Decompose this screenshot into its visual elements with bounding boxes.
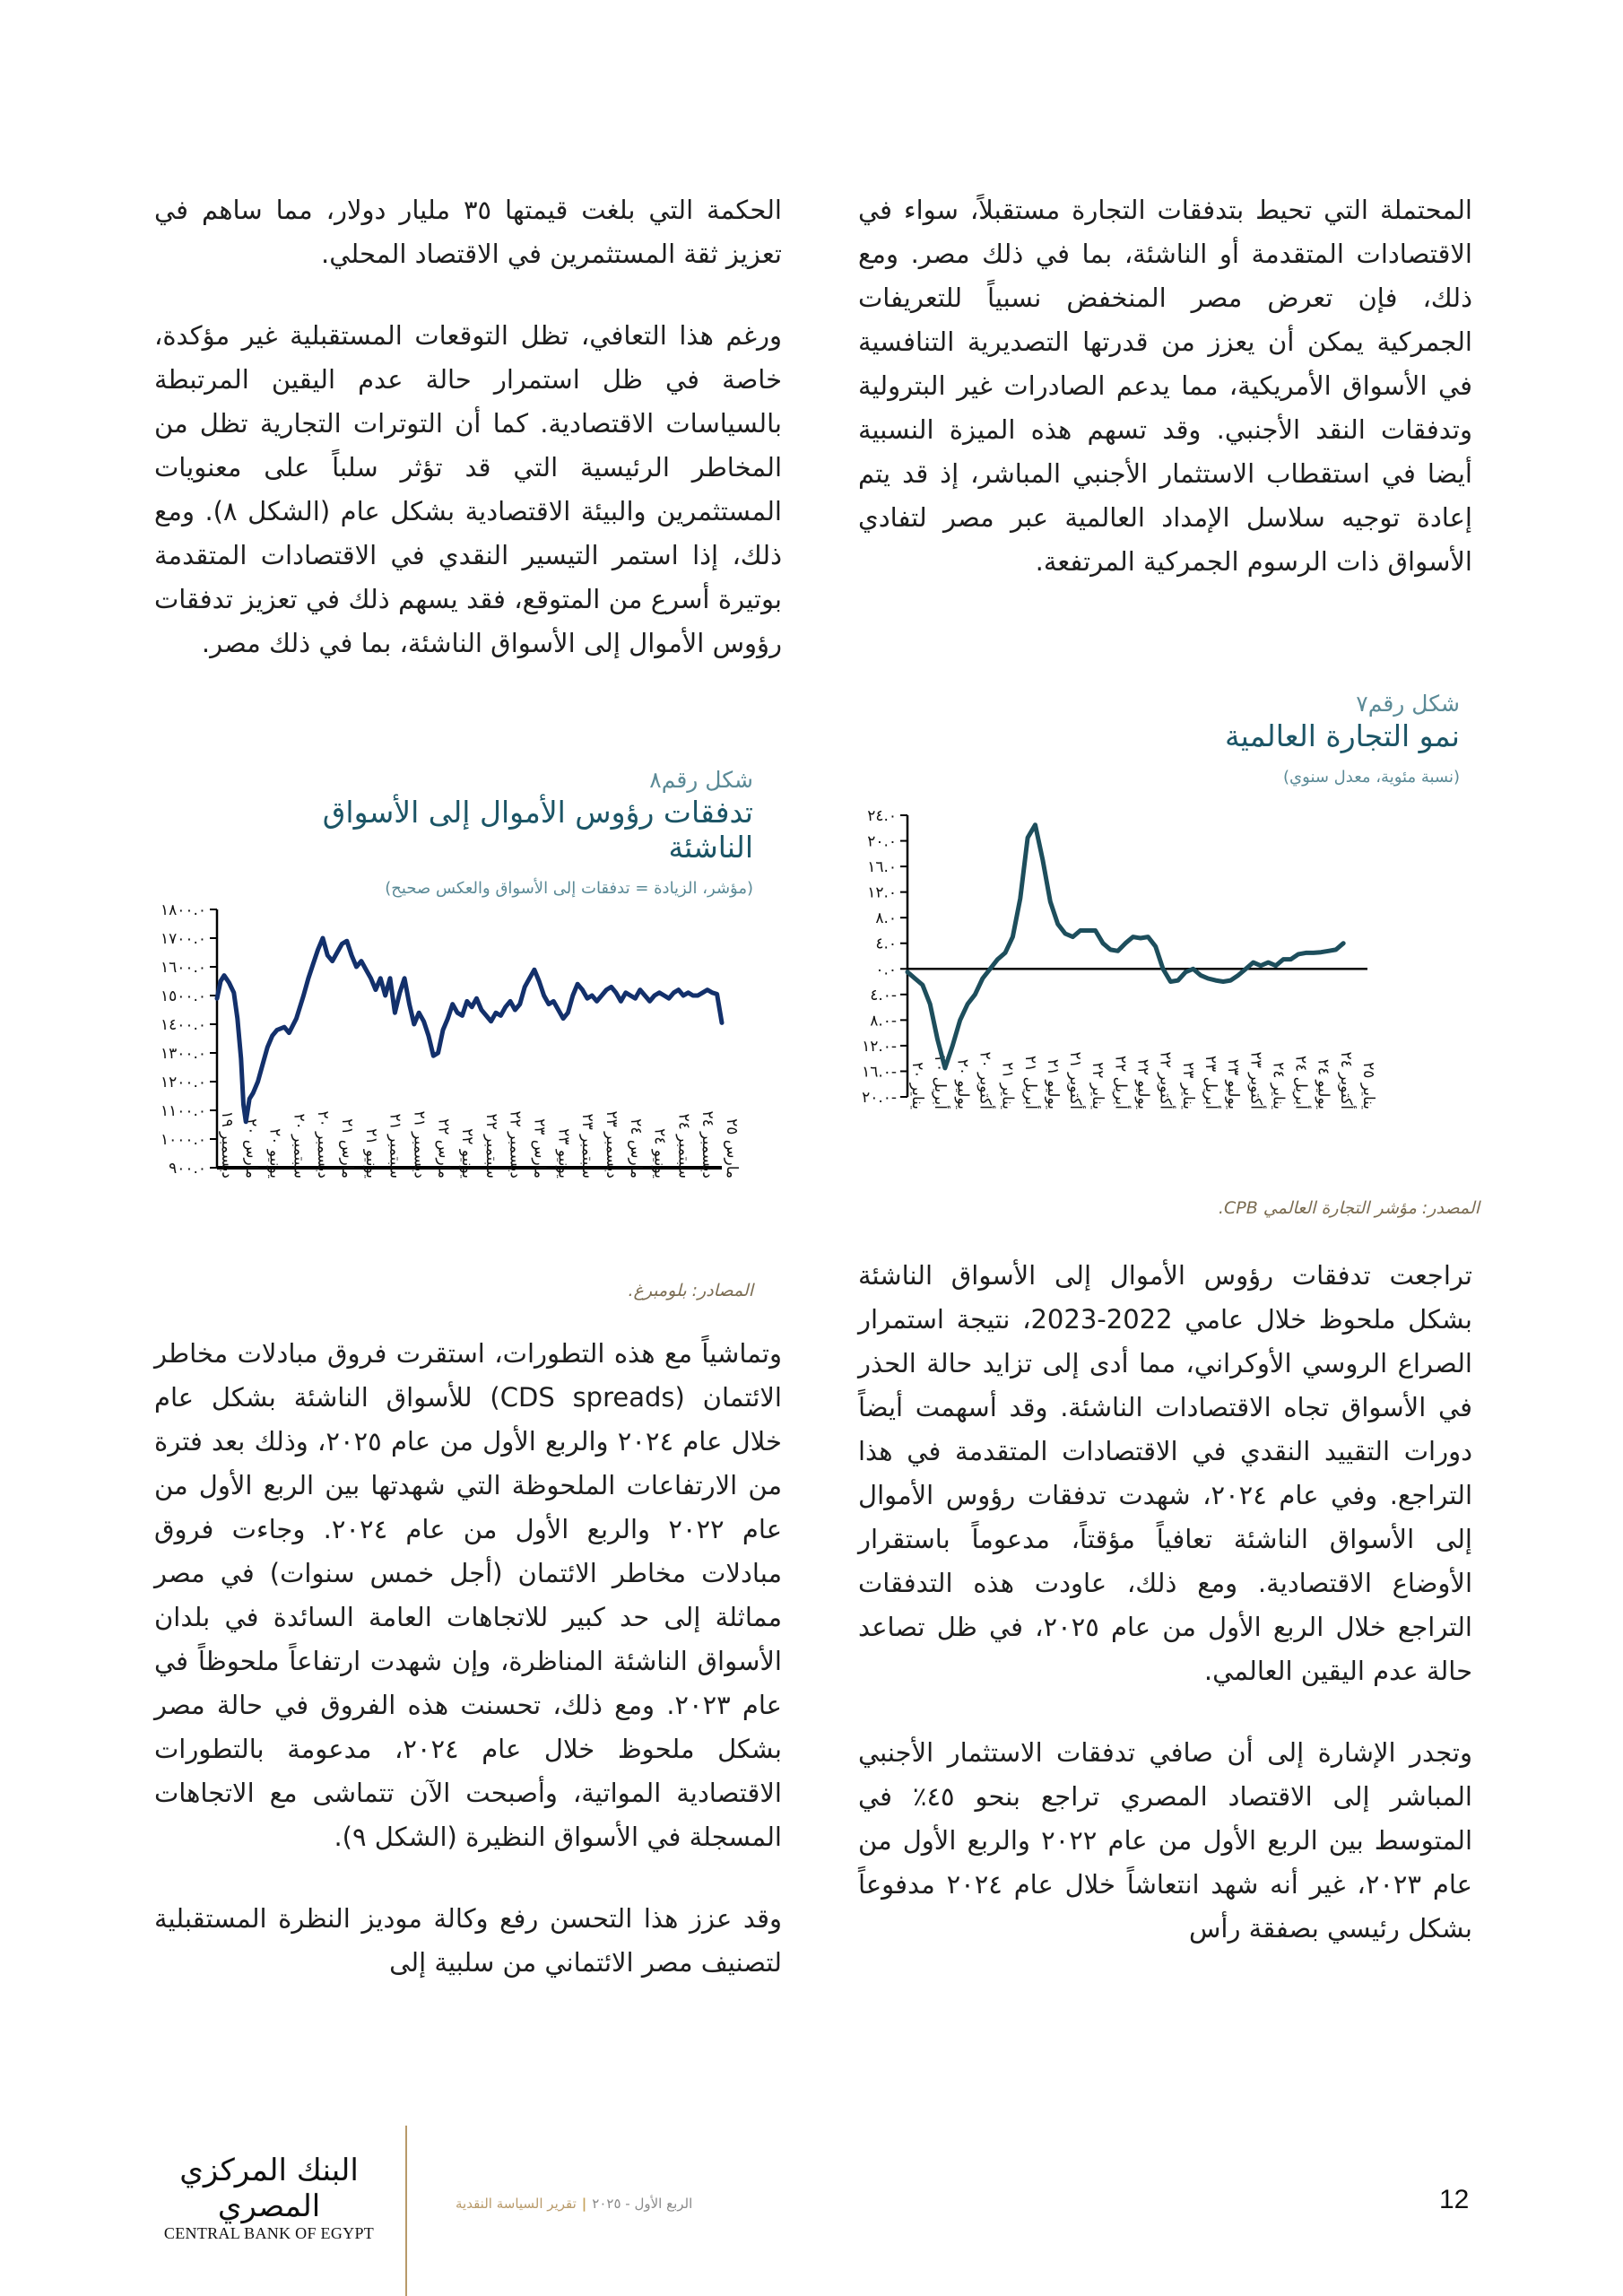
x-tick-label: سبتمبر ٢٠ bbox=[290, 1113, 308, 1178]
x-tick-label: يوليو ٢١ bbox=[1043, 1058, 1062, 1109]
series-line bbox=[907, 825, 1343, 1068]
y-tick-label: ٤.٠- bbox=[870, 986, 897, 1004]
y-tick-label: ٢٠.٠- bbox=[862, 1089, 897, 1107]
paragraph: تراجعت تدفقات رؤوس الأموال إلى الأسواق الناشئة بشكل ملحوظ خلال عامي 2022-2023، نتيجة استمرار الصراع الروسي الأوكراني، مما أدى إلى تزايد حالة الحذر في الأسواق تجاه الاقتصادات الناشئة. وقد أسهمت أيضاً دورات التقييد النقدي في الاقتصادات المتقدمة في هذا التراجع. وفي عام ٢٠٢٤، شهدت تدفقات رؤوس الأموال إلى الأسواق الناشئة تعافياً مؤقتاً، مدعوماً باستقرار الأوضاع الاقتصادية. ومع ذلك، عاودت هذه التدفقات التراجع خلال الربع الأول من عام ٢٠٢٥، في ظل تصاعد حالة عدم اليقين العالمي. bbox=[858, 1260, 1472, 1686]
x-tick-label: أكتوبر ٢٢ bbox=[1156, 1051, 1175, 1109]
x-tick-label: يناير ٢٣ bbox=[1178, 1062, 1197, 1109]
series-line bbox=[217, 938, 722, 1122]
footer-report-name: تقرير السياسة النقدية bbox=[456, 2196, 577, 2212]
x-tick-label: يناير ٢٥ bbox=[1359, 1062, 1377, 1109]
x-tick-label: يوليو ٢٤ bbox=[1314, 1058, 1332, 1109]
figure-number: شكل رقم٧ bbox=[1356, 691, 1460, 717]
figure-title: تدفقات رؤوس الأموال إلى الأسواق الناشئة bbox=[322, 795, 753, 865]
y-tick-label: ٩٠٠.٠ bbox=[169, 1160, 206, 1178]
y-tick-label: ٢٤.٠ bbox=[867, 807, 897, 825]
x-tick-label: يونيو ٢٠ bbox=[265, 1128, 284, 1178]
x-tick-label: أبريل ٢١ bbox=[1020, 1055, 1039, 1109]
y-tick-label: ١٣٠٠.٠ bbox=[160, 1045, 206, 1063]
x-tick-label: أبريل ٢٣ bbox=[1201, 1055, 1219, 1109]
x-tick-label: سبتمبر ٢٣ bbox=[578, 1113, 597, 1178]
right-column-lower bbox=[858, 1254, 1472, 1988]
left-column bbox=[154, 188, 782, 703]
figure-source: المصادر: بلومبرغ. bbox=[628, 1281, 753, 1300]
figure-8-header bbox=[233, 767, 753, 898]
footer-separator: | bbox=[581, 2196, 587, 2212]
y-tick-label: ٢٠.٠ bbox=[867, 832, 897, 851]
x-tick-label: يناير ٢١ bbox=[998, 1062, 1017, 1109]
x-tick-label: مارس ٢٥ bbox=[723, 1118, 741, 1178]
x-tick-label: مارس ٢١ bbox=[338, 1118, 357, 1178]
x-tick-label: ديسمبر ٢٢ bbox=[506, 1110, 525, 1178]
x-tick-label: يونيو ٢٤ bbox=[650, 1128, 669, 1178]
x-tick-label: سبتمبر ٢١ bbox=[386, 1113, 404, 1178]
figure-subtitle: (نسبة مئوية، معدل سنوي) bbox=[1283, 768, 1460, 787]
footer-report-label bbox=[456, 2196, 692, 2212]
logo-arabic: البنك المركزي المصري bbox=[179, 2152, 359, 2224]
y-tick-label: ١٠٠٠.٠ bbox=[160, 1131, 206, 1149]
paragraph: وتجدر الإشارة إلى أن صافي تدفقات الاستثمار الأجنبي المباشر إلى الاقتصاد المصري تراجع بنحو ٤٥٪ في المتوسط بين الربع الأول من عام ٢٠٢٢ والربع الأول من عام ٢٠٢٣، غير أنه شهد انتعاشاً خلال عام ٢٠٢٤ مدفوعاً بشكل رئيسي بصفقة رأس bbox=[858, 1737, 1473, 1944]
logo-english: CENTRAL BANK OF EGYPT bbox=[163, 2224, 375, 2242]
x-tick-label: ديسمبر ٢٠ bbox=[314, 1110, 333, 1178]
paragraph: وتماشياً مع هذه التطورات، استقرت فروق مبادلات مخاطر الائتمان (CDS spreads) للأسواق الناشئة بشكل عام خلال عام ٢٠٢٤ والربع الأول من عام ٢٠٢٥، وذلك بعد فترة من الارتفاعات الملحوظة التي شهدتها بين الربع الأول من عام ٢٠٢٢ والربع الأول من عام ٢٠٢٤. وجاءت فروق مبادلات مخاطر الائتمان (أجل خمس سنوات) في مصر مماثلة إلى حد كبير للاتجاهات العامة السائدة في بلدان الأسواق الناشئة المناظرة، وإن شهدت ارتفاعاً ملحوظاً في عام ٢٠٢٣. ومع ذلك، تحسنت هذه الفروق في حالة مصر بشكل ملحوظ خلال عام ٢٠٢٤، مدعومة بالتطورات الاقتصادية المواتية، وأصبحت الآن تتماشى مع الاتجاهات المسجلة في الأسواق النظيرة (الشكل ٩). bbox=[154, 1338, 782, 1852]
paragraph: وقد عزز هذا التحسن رفع وكالة موديز النظرة المستقبلية لتصنيف مصر الائتماني من سلبية إلى bbox=[154, 1903, 782, 1978]
y-tick-label: ١٦.٠ bbox=[867, 858, 897, 877]
x-tick-label: أبريل ٢٢ bbox=[1111, 1055, 1130, 1109]
figure-subtitle: (مؤشر، الزيادة = تدفقات إلى الأسواق والعكس صحيح) bbox=[385, 879, 753, 898]
y-tick-label: ١٢.٠ bbox=[867, 883, 897, 902]
x-tick-label: يناير ٢٠ bbox=[908, 1062, 926, 1109]
x-tick-label: مارس ٢٤ bbox=[626, 1118, 645, 1178]
left-column-lower bbox=[154, 1332, 782, 2022]
y-tick-label: ١٤٠٠.٠ bbox=[160, 1016, 206, 1034]
y-tick-label: ١٢٠٠.٠ bbox=[160, 1074, 206, 1091]
right-column bbox=[858, 188, 1472, 620]
x-tick-label: أكتوبر ٢١ bbox=[1066, 1051, 1085, 1109]
paragraph: الحكمة التي بلغت قيمتها ٣٥ مليار دولار، مما ساهم في تعزيز ثقة المستثمرين في الاقتصاد المحلي. bbox=[154, 195, 782, 269]
y-tick-label: ١٧٠٠.٠ bbox=[160, 930, 206, 948]
x-tick-label: ديسمبر ٢٣ bbox=[602, 1110, 621, 1178]
paragraph: المحتملة التي تحيط بتدفقات التجارة مستقبلاً، سواء في الاقتصادات المتقدمة أو الناشئة، بما في ذلك مصر. ومع ذلك، فإن تعرض مصر المنخفض نسبياً للتعريفات الجمركية يمكن أن يعزز من قدرتها التصديرية التنافسية في الأسواق الأمريكية، مما يدعم الصادرات غير البترولية وتدفقات النقد الأجنبي. وقد تسهم هذه الميزة النسبية أيضا في استقطاب الاستثمار الأجنبي المباشر، إذ قد يتم إعادة توجيه سلاسل الإمداد العالمية عبر مصر لتفادي الأسواق ذات الرسوم الجمركية المرتفعة. bbox=[858, 195, 1472, 577]
y-tick-label: ٨.٠ bbox=[875, 909, 897, 928]
x-tick-label: يونيو ٢٣ bbox=[554, 1128, 573, 1178]
x-tick-label: سبتمبر ٢٢ bbox=[482, 1113, 500, 1178]
cbe-logo bbox=[161, 2152, 377, 2243]
x-tick-label: يوليو ٢٠ bbox=[953, 1058, 972, 1109]
y-tick-label: ٨.٠- bbox=[870, 1012, 897, 1031]
figure-title: نمو التجارة العالمية bbox=[1224, 718, 1460, 753]
x-tick-label: يوليو ٢٢ bbox=[1133, 1058, 1152, 1109]
page-number: 12 bbox=[1439, 2185, 1470, 2214]
y-tick-label: ١٦٠٠.٠ bbox=[160, 959, 206, 977]
x-tick-label: مارس ٢٢ bbox=[434, 1118, 453, 1178]
y-tick-label: ١٦.٠- bbox=[862, 1063, 897, 1082]
x-tick-label: ديسمبر ٢١ bbox=[410, 1110, 429, 1178]
chart-global-trade-growth bbox=[852, 803, 1462, 1179]
x-tick-label: أكتوبر ٢٣ bbox=[1246, 1051, 1265, 1109]
figure-source: المصدر: مؤشر التجارة العالمي CPB. bbox=[1218, 1198, 1480, 1218]
y-tick-label: ٤.٠ bbox=[875, 935, 897, 953]
x-tick-label: يونيو ٢٢ bbox=[458, 1128, 477, 1178]
x-tick-label: ديسمبر ١٩ bbox=[218, 1110, 236, 1178]
y-tick-label: ١٥٠٠.٠ bbox=[160, 987, 206, 1005]
x-tick-label: أبريل ٢٤ bbox=[1291, 1055, 1310, 1109]
y-tick-label: ٠.٠ bbox=[875, 961, 897, 979]
x-tick-label: سبتمبر ٢٤ bbox=[674, 1113, 693, 1178]
x-tick-label: أبريل ٢٠ bbox=[931, 1055, 950, 1109]
x-tick-label: ديسمبر ٢٤ bbox=[699, 1110, 717, 1178]
figure-number: شكل رقم٨ bbox=[649, 767, 753, 793]
chart-capital-flows-em bbox=[143, 888, 753, 1265]
x-tick-label: يناير ٢٤ bbox=[1269, 1062, 1288, 1109]
x-tick-label: مارس ٢٠ bbox=[241, 1118, 260, 1178]
y-tick-label: ١١٠٠.٠ bbox=[160, 1102, 206, 1120]
x-tick-label: مارس ٢٣ bbox=[530, 1118, 549, 1178]
x-tick-label: يوليو ٢٣ bbox=[1224, 1058, 1243, 1109]
paragraph: ورغم هذا التعافي، تظل التوقعات المستقبلية غير مؤكدة، خاصة في ظل استمرار حالة عدم اليقين المرتبطة بالسياسات الاقتصادية. كما أن التوترات التجارية تظل من المخاطر الرئيسية التي قد تؤثر سلباً على معنويات المستثمرين والبيئة الاقتصادية بشكل عام (الشكل ٨). ومع ذلك، إذا استمر التيسير النقدي في الاقتصادات المتقدمة بوتيرة أسرع من المتوقع، فقد يسهم ذلك في تعزيز تدفقات رؤوس الأموال إلى الأسواق الناشئة، بما في ذلك مصر. bbox=[154, 320, 782, 658]
footer-divider bbox=[405, 2126, 407, 2296]
x-tick-label: أكتوبر ٢٤ bbox=[1336, 1051, 1355, 1109]
y-tick-label: ١٨٠٠.٠ bbox=[160, 901, 206, 919]
footer-period: الربع الأول - ٢٠٢٥ bbox=[592, 2196, 693, 2212]
x-tick-label: يناير ٢٢ bbox=[1089, 1062, 1107, 1109]
x-tick-label: يونيو ٢١ bbox=[361, 1128, 380, 1178]
y-tick-label: ١٢.٠- bbox=[862, 1037, 897, 1056]
figure-7-header bbox=[1031, 691, 1460, 787]
x-tick-label: أكتوبر ٢٠ bbox=[976, 1051, 994, 1109]
